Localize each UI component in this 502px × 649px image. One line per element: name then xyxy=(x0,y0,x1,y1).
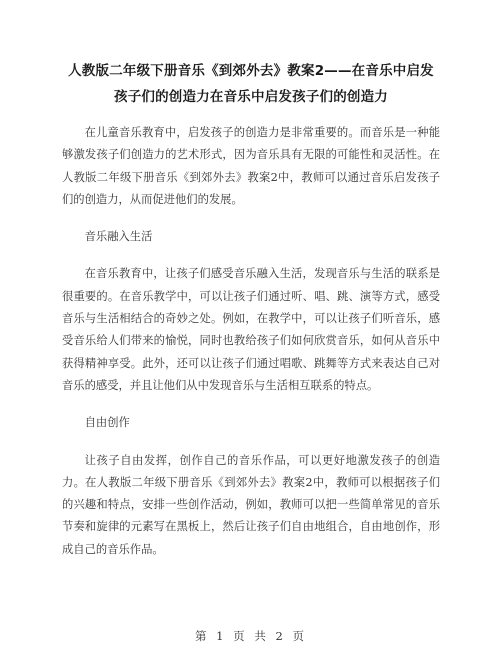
section-paragraph-creation: 让孩子自由发挥，创作自己的音乐作品，可以更好地激发孩子的创造力。在人教版二年级下册音乐《到郊外去》教案2中，教师可以根据孩子们的兴趣和特点，安排一些创作活动，例如，教师可以把一些简单常见的音乐节奏和旋律的元素写在黑板上，然后让孩子们自由地组合，自由地创作，形成自己的音乐作品。 xyxy=(62,453,440,556)
document-title xyxy=(40,58,462,110)
title-line-2: 孩子们的创造力在音乐中启发孩子们的创造力 xyxy=(114,89,388,105)
section-heading-creation: 自由创作 xyxy=(84,416,130,430)
document-body xyxy=(62,122,440,576)
section-heading-life: 音乐融入生活 xyxy=(84,230,153,244)
page-number-footer: 第 1 页 共 2 页 xyxy=(195,629,307,643)
section-paragraph-life: 在音乐教育中，让孩子们感受音乐融入生活，发现音乐与生活的联系是很重要的。在音乐教学中，可以让孩子们通过听、唱、跳、演等方式，感受音乐与生活相结合的奇妙之处。例如，在教学中，可以让孩子们听音乐，感受音乐给人们带来的愉悦，同时也教给孩子们如何欣赏音乐，如何从音乐中获得精神享受。此外，还可以让孩子们通过唱歌、跳舞等方式来表达自己对音乐的感受，并且让他们从中发现音乐与生活相互联系的特点。 xyxy=(62,267,440,392)
intro-paragraph: 在儿童音乐教育中，启发孩子的创造力是非常重要的。而音乐是一种能够激发孩子们创造力的艺术形式，因为音乐具有无限的可能性和灵活性。在人教版二年级下册音乐《到郊外去》教案2中，教师可以通过音乐启发孩子们的创造力，从而促进他们的发展。 xyxy=(62,126,440,206)
title-line-1: 人教版二年级下册音乐《到郊外去》教案2——在音乐中启发 xyxy=(68,63,434,79)
